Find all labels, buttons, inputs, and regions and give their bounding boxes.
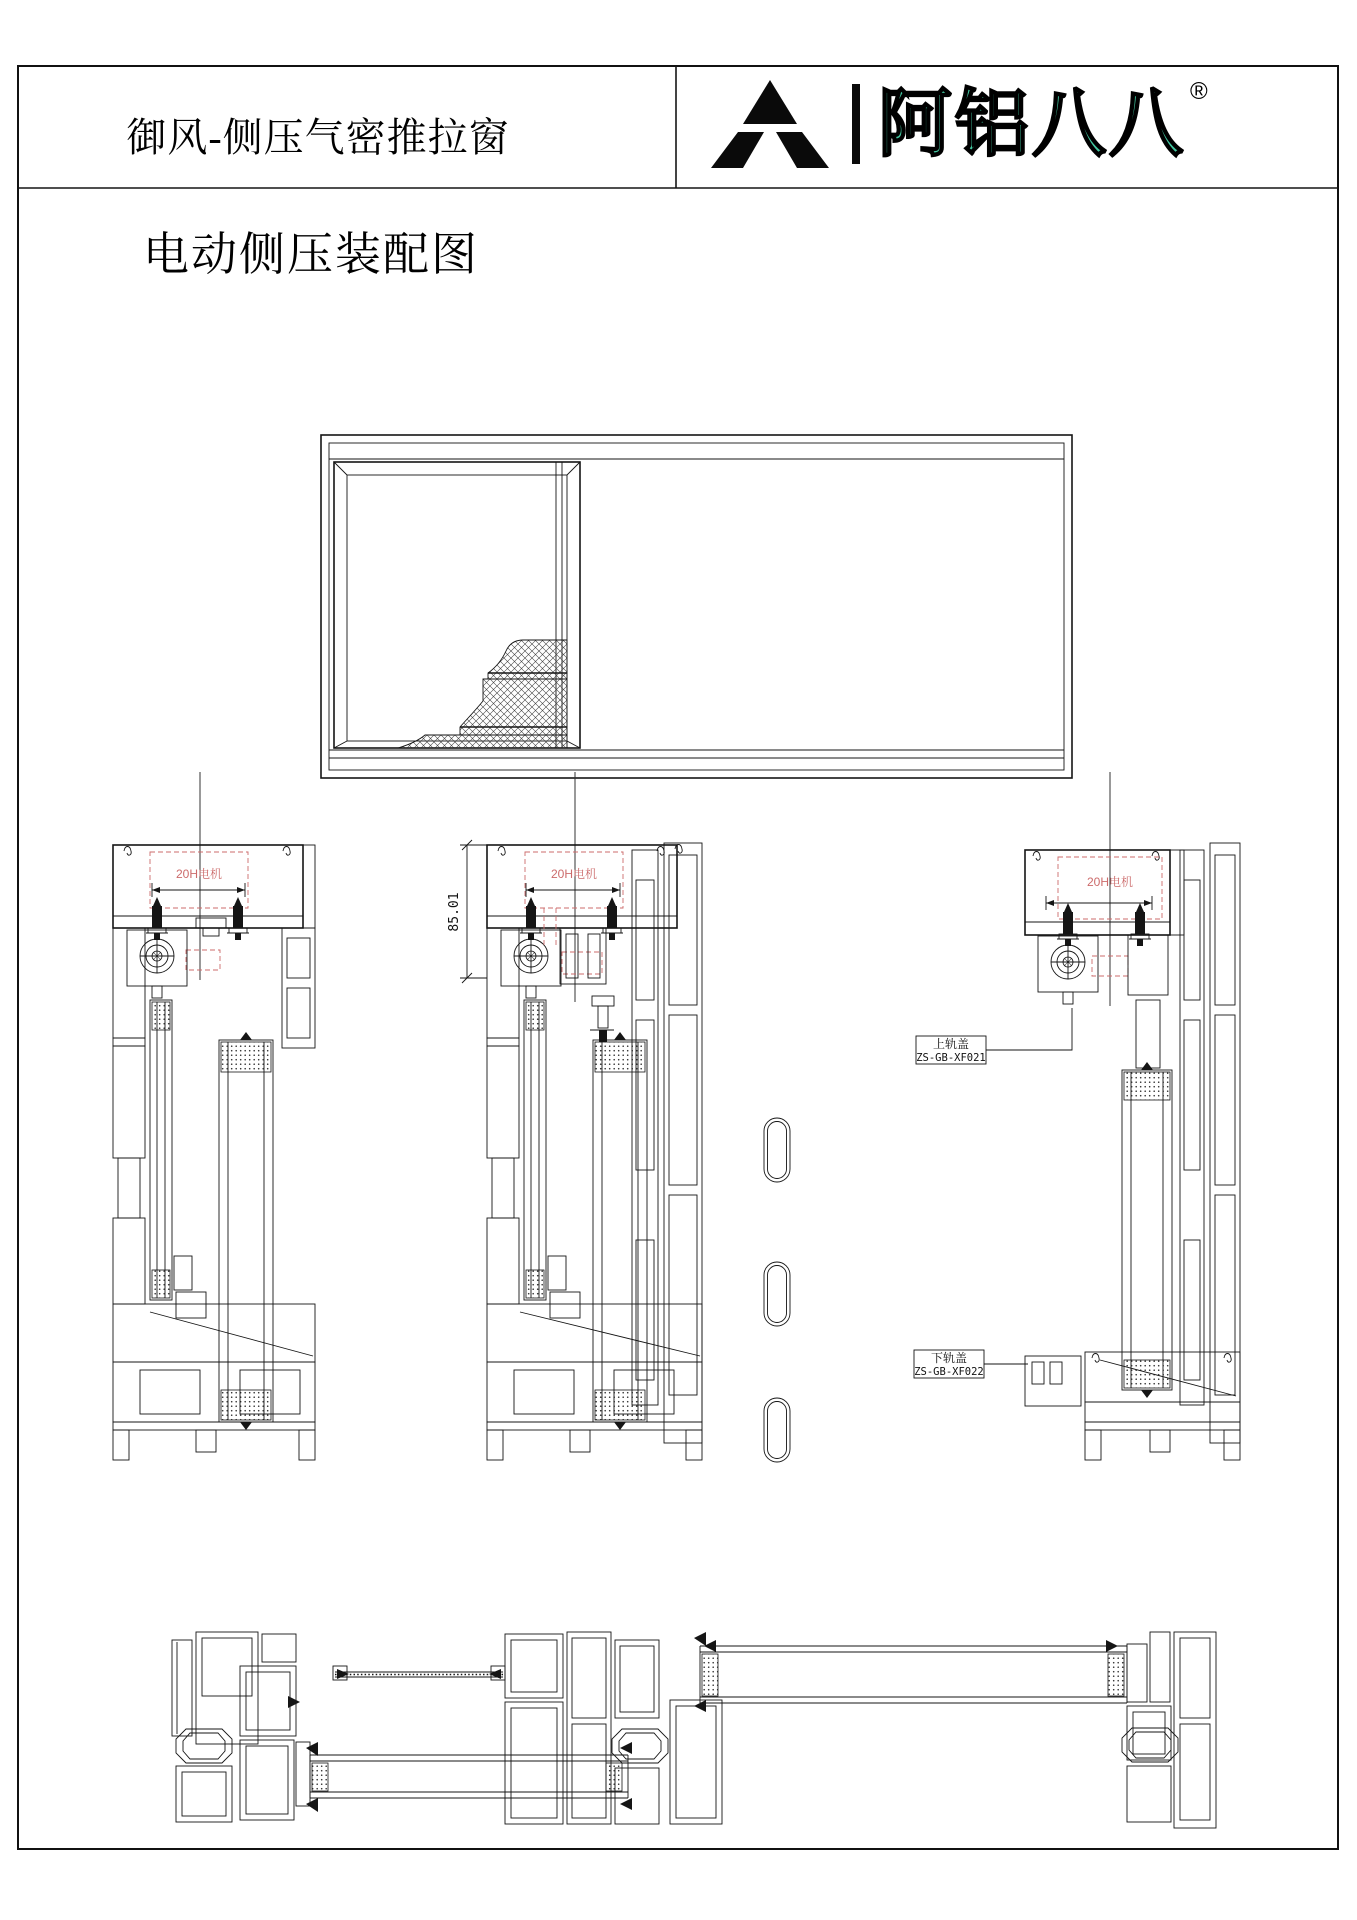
- dimension-text: 85.01: [447, 892, 462, 932]
- drawing-subtitle: 电动侧压装配图: [143, 229, 479, 280]
- lower-glazing-band: [296, 1742, 632, 1812]
- brand-text: 阿铝八八: [878, 82, 1186, 165]
- hatched-step-shape: [398, 640, 567, 748]
- brand-logo: [702, 76, 1208, 172]
- bottom-section: [172, 1632, 1216, 1828]
- section-top-right: [1025, 843, 1240, 1460]
- label-upper-track-cover: [916, 1008, 1072, 1064]
- projection-guides: [200, 772, 1110, 1006]
- lower-track-cover-name: 下轨盖: [930, 1351, 968, 1365]
- motor-label-right: 20H电机: [1086, 875, 1134, 889]
- section-top-middle: [447, 840, 790, 1462]
- lower-track-cover-code: ZS-GB-XF022: [914, 1366, 984, 1378]
- upper-track-cover-code: ZS-GB-XF021: [916, 1052, 986, 1064]
- page-frame: [18, 66, 1338, 1849]
- mesh-track-line: [333, 1666, 505, 1680]
- motor-label-middle: 20H电机: [550, 867, 598, 881]
- part-labels: [914, 1008, 1072, 1378]
- label-lower-track-cover: [914, 1350, 1028, 1378]
- section-top-left: [113, 845, 315, 1460]
- triangle-a-logo-icon: [702, 76, 838, 172]
- registered-trademark-icon: ®: [1190, 78, 1208, 105]
- bottom-left-jamb: [172, 1632, 300, 1822]
- elevation-drawing: [321, 435, 1072, 778]
- upper-glazing-band: [700, 1640, 1127, 1703]
- dimension-85-01: [447, 840, 487, 983]
- capsule-profiles: [764, 1118, 790, 1462]
- upper-track-cover-name: 上轨盖: [932, 1037, 970, 1051]
- bottom-right-jamb: [1122, 1632, 1216, 1828]
- bottom-middle-interlock: [505, 1632, 722, 1824]
- logo-divider: [852, 84, 860, 164]
- document-title: 御风-侧压气密推拉窗: [126, 115, 510, 160]
- motor-label-left: 20H电机: [175, 867, 223, 881]
